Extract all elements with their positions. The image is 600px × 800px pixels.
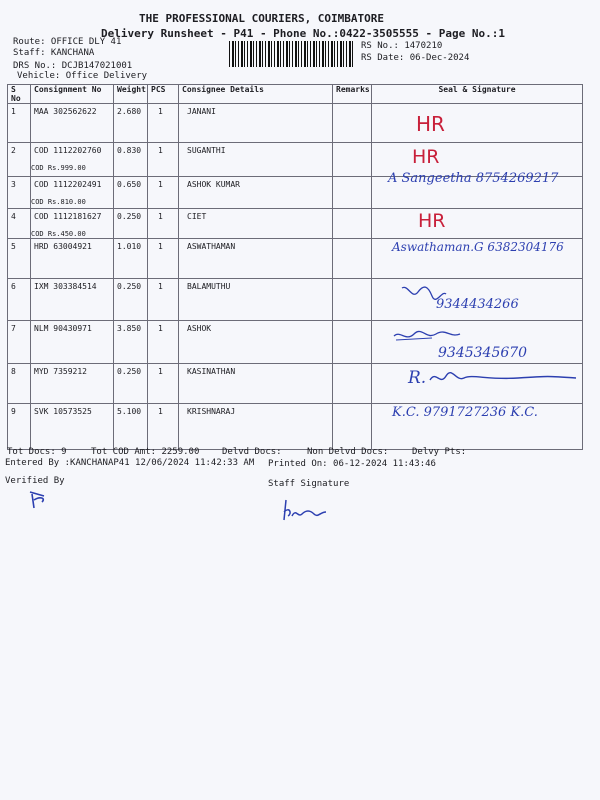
pcs: 1 xyxy=(158,212,163,221)
col-consignment: Consignment No xyxy=(31,85,114,104)
consignee: SUGANTHI xyxy=(187,146,226,155)
col-consignee: Consignee Details xyxy=(179,85,333,104)
consignment-no: IXM 303384514 xyxy=(34,282,97,291)
remarks xyxy=(333,209,372,239)
row-sno: 7 xyxy=(11,324,16,333)
total-docs: Tot Docs: 9 xyxy=(7,447,67,457)
signature-hr: HR xyxy=(418,210,446,232)
verified-by-label: Verified By xyxy=(5,476,65,486)
row-sno: 5 xyxy=(11,242,16,251)
consignment-no: HRD 63004921 xyxy=(34,242,92,251)
weight: 0.250 xyxy=(117,367,142,376)
non-delivered-docs: Non Delvd Docs: xyxy=(307,447,389,457)
row-sno: 6 xyxy=(11,282,16,291)
delivery-points: Delvy Pts: xyxy=(412,447,467,457)
signature-krishnaraj: K.C. 9791727236 K.C. xyxy=(392,405,538,420)
pcs: 1 xyxy=(158,282,163,291)
remarks xyxy=(333,279,372,321)
consignee: JANANI xyxy=(187,107,216,116)
remarks xyxy=(333,239,372,279)
runsheet-title: Delivery Runsheet - P41 - Phone No.:0422-3505555 - Page No.:1 xyxy=(101,27,505,40)
row-sno: 4 xyxy=(11,212,16,221)
signature-kasinathan: R. xyxy=(408,368,427,388)
consignee: CIET xyxy=(187,212,207,221)
consignment-no: COD 1112202760 xyxy=(34,146,102,155)
route: Route: OFFICE DLY 41 xyxy=(13,37,122,47)
remarks xyxy=(333,143,372,177)
delivered-docs: Delvd Docs: xyxy=(222,447,282,457)
weight: 0.830 xyxy=(117,146,142,155)
verified-signature xyxy=(26,488,66,512)
col-signature: Seal & Signature xyxy=(372,85,583,104)
vehicle: Vehicle: Office Delivery xyxy=(17,71,148,81)
consignee: ASWATHAMAN xyxy=(187,242,236,251)
signature-scribble-6 xyxy=(398,284,448,304)
rs-number: RS No.: 1470210 xyxy=(361,41,443,51)
entered-by: Entered By :KANCHANAP41 12/06/2024 11:42:33 AM xyxy=(5,458,255,468)
row-sno: 8 xyxy=(11,367,16,376)
weight: 0.250 xyxy=(117,212,142,221)
weight: 0.250 xyxy=(117,282,142,291)
weight: 5.100 xyxy=(117,407,142,416)
signature-cell xyxy=(372,104,583,143)
weight: 3.850 xyxy=(117,324,142,333)
table-row xyxy=(8,209,583,239)
signature-balamuthu: 9344434266 xyxy=(436,297,519,312)
signature-cell xyxy=(372,209,583,239)
col-pcs: PCS xyxy=(148,85,179,104)
signature-aswathaman: Aswathaman.G 6382304176 xyxy=(392,240,564,254)
staff-signature-label: Staff Signature xyxy=(268,479,350,489)
signature-hr: HR xyxy=(416,112,445,136)
remarks xyxy=(333,177,372,209)
cod-amount: COD Rs.810.00 xyxy=(31,198,86,206)
rs-date: RS Date: 06-Dec-2024 xyxy=(361,53,470,63)
drs-number: DRS No.: DCJB147021001 xyxy=(13,61,133,71)
row-sno: 2 xyxy=(11,146,16,155)
col-remarks: Remarks xyxy=(333,85,372,104)
remarks xyxy=(333,104,372,143)
consignee: KRISHNARAJ xyxy=(187,407,236,416)
weight: 2.680 xyxy=(117,107,142,116)
signature-ashok-phone: 9345345670 xyxy=(438,345,528,361)
table-header-row xyxy=(8,85,583,104)
pcs: 1 xyxy=(158,146,163,155)
signature-scribble-7 xyxy=(392,328,462,346)
col-sno: S No xyxy=(8,85,31,104)
pcs: 1 xyxy=(158,180,163,189)
staff: Staff: KANCHANA xyxy=(13,48,95,58)
table-row xyxy=(8,104,583,143)
consignment-no: COD 1112181627 xyxy=(34,212,102,221)
weight: 1.010 xyxy=(117,242,142,251)
total-cod-amount: Tot COD Amt: 2259.00 xyxy=(91,447,200,457)
pcs: 1 xyxy=(158,367,163,376)
remarks xyxy=(333,364,372,404)
consignment-no: MYD 7359212 xyxy=(34,367,87,376)
signature-scribble-8 xyxy=(428,368,578,388)
consignee: ASHOK xyxy=(187,324,212,333)
signature-ashok: A Sangeetha 8754269217 xyxy=(388,171,559,186)
signature-hr: HR xyxy=(412,146,440,168)
barcode xyxy=(229,41,355,67)
weight: 0.650 xyxy=(117,180,142,189)
row-sno: 9 xyxy=(11,407,16,416)
remarks xyxy=(333,321,372,364)
consignee: BALAMUTHU xyxy=(187,282,231,291)
consignment-no: NLM 90430971 xyxy=(34,324,92,333)
pcs: 1 xyxy=(158,324,163,333)
cod-amount: COD Rs.999.00 xyxy=(31,164,86,172)
pcs: 1 xyxy=(158,242,163,251)
runsheet-table xyxy=(7,84,583,450)
consignment-no: MAA 302562622 xyxy=(34,107,97,116)
row-sno: 1 xyxy=(11,107,16,116)
col-weight: Weight xyxy=(114,85,148,104)
staff-signature xyxy=(280,498,330,524)
cod-amount: COD Rs.450.00 xyxy=(31,230,86,238)
consignee: ASHOK KUMAR xyxy=(187,180,240,189)
consignee: KASINATHAN xyxy=(187,367,236,376)
row-sno: 3 xyxy=(11,180,16,189)
consignment-no: COD 1112202491 xyxy=(34,180,102,189)
pcs: 1 xyxy=(158,407,163,416)
remarks xyxy=(333,404,372,450)
printed-on: Printed On: 06-12-2024 11:43:46 xyxy=(268,459,436,469)
company-name: THE PROFESSIONAL COURIERS, COIMBATORE xyxy=(139,12,385,25)
pcs: 1 xyxy=(158,107,163,116)
consignment-no: SVK 10573525 xyxy=(34,407,92,416)
